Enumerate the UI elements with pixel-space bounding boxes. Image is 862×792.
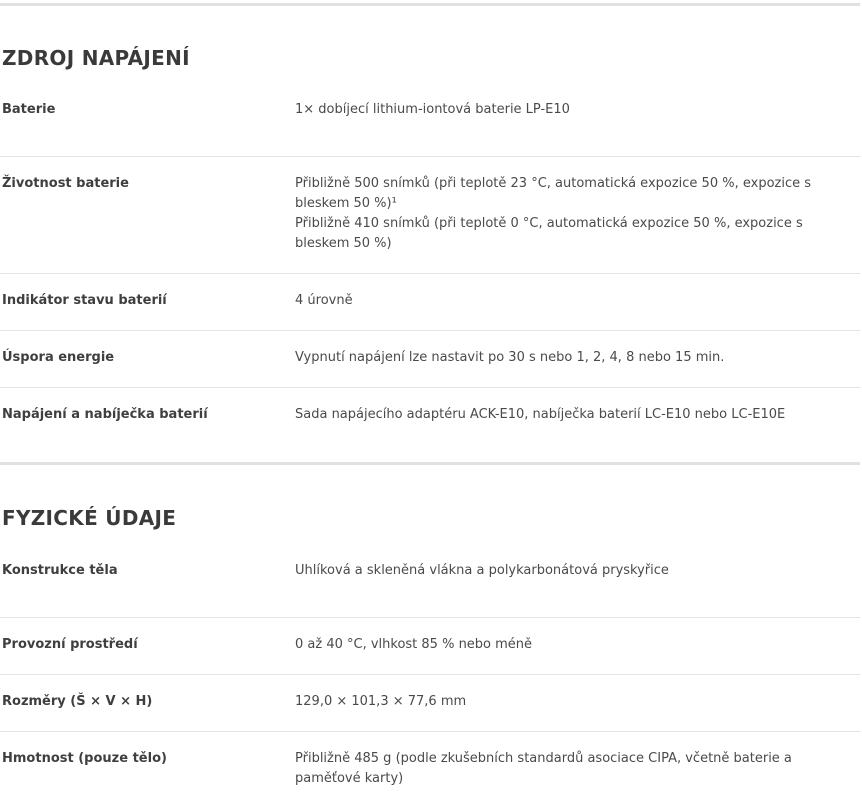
spec-value-line: 1× dobíjecí lithium-iontová baterie LP-E10 [295,102,570,117]
spec-label: Hmotnost (pouze tělo) [2,751,167,766]
section-title: FYZICKÉ ÚDAJE [2,506,177,530]
spec-label: Indikátor stavu baterií [2,293,167,308]
spec-value [295,635,815,655]
spec-value-line: Přibližně 500 snímků (při teplotě 23 °C, automatická expozice 50 %, expozice s bleskem 50 %)¹ [295,176,812,211]
spec-value-line: Přibližně 485 g (podle zkušebních standardů asociace CIPA, včetně baterie a paměťové karty) [295,751,792,786]
spec-value [295,348,815,368]
spec-label: Konstrukce těla [2,563,118,578]
spec-value-line: Uhlíková a skleněná vlákna a polykarbonátová pryskyřice [295,563,669,578]
spec-value [295,100,815,120]
section-physical-data [0,462,860,792]
spec-label: Baterie [2,102,56,117]
spec-label: Provozní prostředí [2,637,138,652]
spec-value [295,692,815,712]
spec-label: Napájení a nabíječka baterií [2,407,208,422]
spec-value [295,291,815,311]
spec-value [295,561,815,581]
spec-row-dimensions [0,675,860,732]
spec-row-weight [0,732,860,792]
spec-value [295,405,815,425]
spec-row-power-saving [0,331,860,388]
section-title: ZDROJ NAPÁJENÍ [2,46,190,70]
spec-value-line: Přibližně 410 snímků (při teplotě 0 °C, automatická expozice 50 %, expozice s bleskem 50 %) [295,216,803,251]
spec-row-battery-life [0,157,860,274]
spec-value-line: Vypnutí napájení lze nastavit po 30 s nebo 1, 2, 4, 8 nebo 15 min. [295,350,725,365]
spec-label: Rozměry (Š × V × H) [2,694,153,709]
spec-label: Životnost baterie [2,176,129,191]
spec-value-line: Sada napájecího adaptéru ACK-E10, nabíječka baterií LC-E10 nebo LC-E10E [295,407,786,422]
spec-value-line: 4 úrovně [295,293,353,308]
spec-row-battery-indicator [0,274,860,331]
spec-label: Úspora energie [2,350,115,365]
spec-value-line: 0 až 40 °C, vlhkost 85 % nebo méně [295,637,533,652]
spec-value [295,749,815,789]
spec-row-operating-environment [0,618,860,675]
spec-value-line: 129,0 × 101,3 × 77,6 mm [295,694,467,709]
spec-value [295,174,815,254]
spec-row-body-construction [0,561,860,618]
section-power-supply [0,3,860,480]
spec-row-battery [0,100,860,157]
